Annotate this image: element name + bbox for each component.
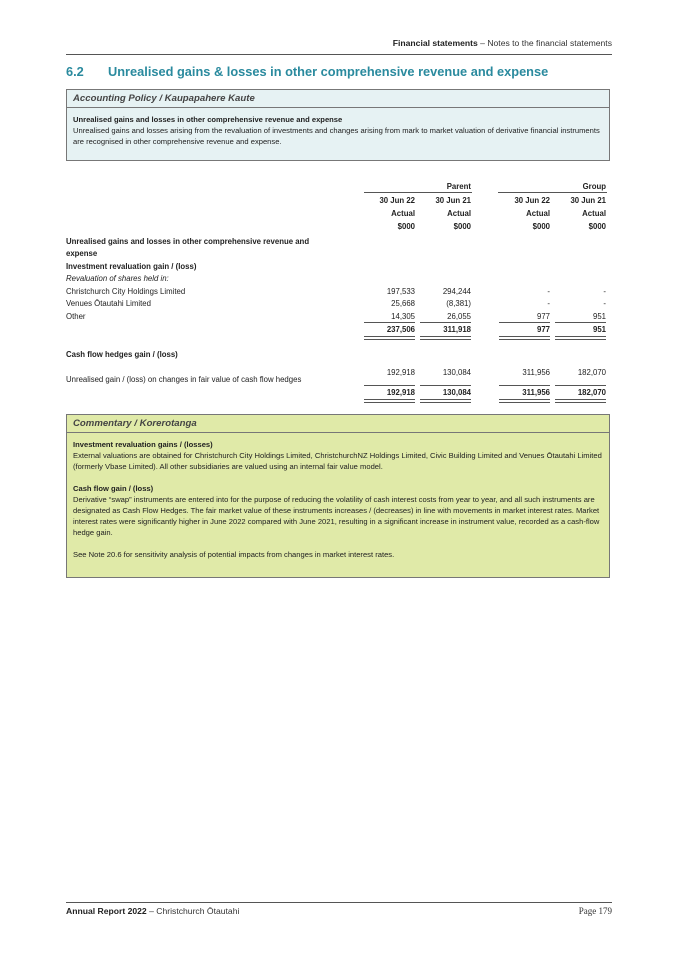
commentary-body bbox=[67, 433, 609, 560]
total-double-rule bbox=[420, 336, 471, 340]
row-value: 294,244 bbox=[442, 287, 471, 296]
total-double-rule bbox=[499, 336, 550, 340]
commentary-box bbox=[66, 414, 610, 578]
row-value: 26,055 bbox=[447, 312, 471, 321]
col-units: $000 bbox=[588, 222, 606, 231]
col-basis: Actual bbox=[391, 209, 415, 218]
total-value: 311,918 bbox=[443, 325, 471, 334]
total-double-rule bbox=[420, 399, 471, 403]
cfh-value: 130,084 bbox=[442, 368, 471, 377]
row-value: 14,305 bbox=[391, 312, 415, 321]
subtotal-rule bbox=[499, 385, 550, 386]
subtotal-rule bbox=[420, 322, 471, 323]
cfh-total: 130,084 bbox=[442, 388, 471, 397]
row-value: 25,668 bbox=[391, 299, 415, 308]
commentary-p2-heading: Cash flow gain / (loss) bbox=[73, 484, 154, 493]
cfh-total: 192,918 bbox=[386, 388, 415, 397]
policy-heading: Accounting Policy / Kaupapahere Kaute bbox=[67, 90, 609, 108]
subtotal-rule bbox=[555, 322, 606, 323]
subtotal-rule bbox=[364, 385, 415, 386]
section-number: 6.2 bbox=[66, 64, 84, 79]
commentary-p1-heading: Investment revaluation gains / (losses) bbox=[73, 440, 213, 449]
col-date: 30 Jun 21 bbox=[435, 196, 471, 205]
total-double-rule bbox=[364, 336, 415, 340]
row-value: - bbox=[603, 287, 606, 296]
cfh-row-label: Unrealised gain / (loss) on changes in fair value of cash flow hedges bbox=[66, 375, 302, 384]
col-date: 30 Jun 22 bbox=[514, 196, 550, 205]
investment-heading: Investment revaluation gain / (loss) bbox=[66, 262, 197, 271]
commentary-p2-text: Derivative “swap” instruments are entered into for the purpose of reducing the volatility of cash interest costs from year to year, and all such instruments are designated as Cash Flow Hedges. The fair market value of these instruments increases / (decreases) in line with movements in market interest rates. Market interest rates were significantly higher in June 2022 compared with June 2021, resulting in a significant increase in instrument value, recorded as a cash-flow hedge gain. bbox=[73, 495, 600, 537]
cfh-value: 182,070 bbox=[577, 368, 606, 377]
section-heading-line2: expense bbox=[66, 249, 98, 258]
row-value: (8,381) bbox=[446, 299, 471, 308]
cfh-total: 182,070 bbox=[577, 388, 606, 397]
commentary-p3-text: See Note 20.6 for sensitivity analysis of potential impacts from changes in market interest rates. bbox=[73, 550, 395, 559]
total-double-rule bbox=[555, 336, 606, 340]
cfh-heading: Cash flow hedges gain / (loss) bbox=[66, 350, 178, 359]
total-value: 977 bbox=[536, 325, 550, 334]
row-value: - bbox=[547, 287, 550, 296]
col-basis: Actual bbox=[447, 209, 471, 218]
section-title-text: Unrealised gains & losses in other comprehensive revenue and expense bbox=[108, 64, 549, 79]
total-double-rule bbox=[499, 399, 550, 403]
page-number: Page 179 bbox=[578, 906, 612, 916]
col-date: 30 Jun 22 bbox=[379, 196, 415, 205]
col-basis: Actual bbox=[582, 209, 606, 218]
row-label: Other bbox=[66, 312, 86, 321]
col-units: $000 bbox=[397, 222, 415, 231]
row-value: - bbox=[547, 299, 550, 308]
header-bold: Financial statements bbox=[392, 38, 478, 48]
total-value: 237,506 bbox=[386, 325, 415, 334]
col-units: $000 bbox=[532, 222, 550, 231]
row-value: 977 bbox=[536, 312, 550, 321]
subtotal-rule bbox=[555, 385, 606, 386]
cfh-total: 311,956 bbox=[522, 388, 550, 397]
parent-rule bbox=[364, 192, 472, 193]
policy-text: Unrealised gains and losses arising from the revaluation of investments and changes arising from mark to market valuation of derivative financial instruments are recognised in other comprehensive revenue and expense. bbox=[73, 126, 600, 146]
commentary-heading: Commentary / Korerotanga bbox=[67, 415, 609, 433]
subtotal-rule bbox=[420, 385, 471, 386]
group-rule bbox=[498, 192, 607, 193]
total-double-rule bbox=[555, 399, 606, 403]
footer-rest: – Christchurch Ōtautahi bbox=[146, 906, 240, 916]
commentary-p1-text: External valuations are obtained for Christchurch City Holdings Limited, ChristchurchNZ Holdings Limited, Civic Building Limited and Venues Ōtautahi Limited (formerly Vbase Limited). All other subsidiaries are valued using an internal fair value model. bbox=[73, 451, 602, 471]
section-heading-line1: Unrealised gains and losses in other comprehensive revenue and bbox=[66, 237, 310, 246]
col-basis: Actual bbox=[526, 209, 550, 218]
financial-table bbox=[0, 0, 675, 420]
revaluation-label: Revaluation of shares held in: bbox=[66, 274, 169, 283]
subtotal-rule bbox=[499, 322, 550, 323]
footer-bold: Annual Report 2022 bbox=[66, 906, 147, 916]
row-value: 197,533 bbox=[386, 287, 415, 296]
cfh-value: 311,956 bbox=[522, 368, 550, 377]
col-date: 30 Jun 21 bbox=[570, 196, 606, 205]
group-header: Group bbox=[582, 182, 606, 191]
col-units: $000 bbox=[453, 222, 471, 231]
page-footer bbox=[66, 902, 612, 918]
row-label: Venues Ōtautahi Limited bbox=[66, 299, 151, 308]
total-value: 951 bbox=[592, 325, 606, 334]
parent-header: Parent bbox=[446, 182, 471, 191]
subtotal-rule bbox=[364, 322, 415, 323]
row-value: 951 bbox=[592, 312, 606, 321]
header-rest: – Notes to the financial statements bbox=[477, 38, 612, 48]
total-double-rule bbox=[364, 399, 415, 403]
row-value: - bbox=[603, 299, 606, 308]
policy-subheading: Unrealised gains and losses in other comprehensive revenue and expense bbox=[73, 115, 343, 124]
row-label: Christchurch City Holdings Limited bbox=[66, 287, 186, 296]
cfh-value: 192,918 bbox=[386, 368, 415, 377]
